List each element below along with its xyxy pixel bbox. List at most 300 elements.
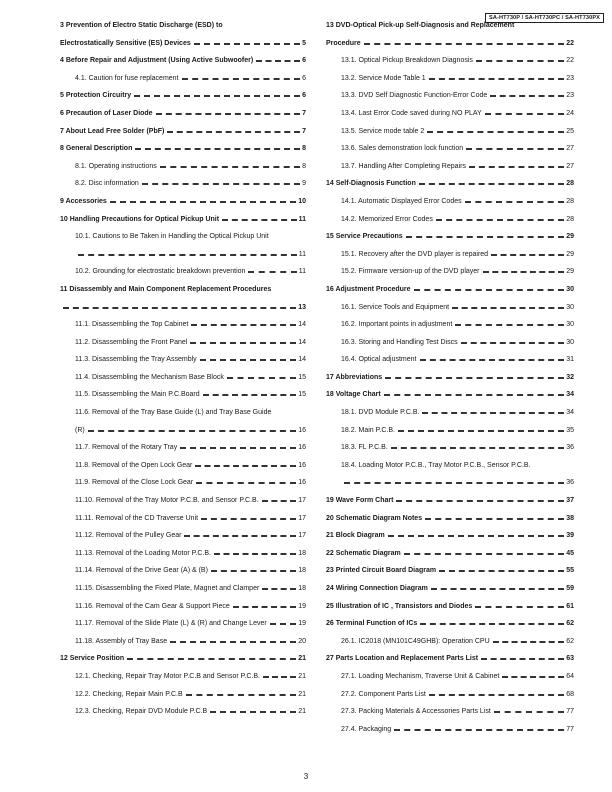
dotted-leader: [134, 95, 300, 97]
dotted-leader: [439, 570, 564, 572]
toc-entry[interactable]: [326, 36, 574, 47]
toc-page-number: 11: [298, 215, 306, 223]
toc-entry[interactable]: [326, 458, 574, 469]
toc-page-number: 16: [298, 461, 306, 469]
toc-page-number: 37: [566, 497, 574, 505]
dotted-leader: [88, 430, 296, 432]
dotted-leader: [455, 324, 564, 326]
toc-entry[interactable]: [60, 704, 306, 715]
toc-entry[interactable]: [326, 405, 574, 416]
dotted-leader: [127, 658, 296, 660]
toc-page-number: 18: [298, 585, 306, 592]
toc-entry[interactable]: [326, 616, 574, 627]
toc-entry[interactable]: [60, 247, 306, 258]
toc-entry-title: 8.1. Operating instructions: [75, 162, 157, 170]
toc-page-number: 63: [566, 655, 574, 663]
toc-entry[interactable]: [60, 687, 306, 698]
toc-entry-title: Electrostatically Sensitive (ES) Devices: [60, 39, 191, 47]
toc-entry[interactable]: [326, 722, 574, 733]
page-number: 3: [303, 772, 309, 781]
toc-page-number: 19: [298, 602, 306, 610]
toc-page-number: 20: [298, 637, 306, 645]
toc-entry-title: 5 Protection Circuitry: [60, 92, 132, 100]
toc-page-number: 29: [566, 233, 574, 241]
toc-entry[interactable]: [60, 651, 306, 662]
toc-page-number: 13: [298, 303, 306, 311]
toc-entry-title: 8 General Description: [60, 145, 133, 153]
toc-page-number: 17: [298, 514, 306, 522]
toc-entry[interactable]: [60, 18, 306, 29]
toc-entry-title: 10 Handling Precautions for Optical Pickup Unit: [60, 215, 220, 223]
toc-entry-title: 16 Adjustment Procedure: [326, 285, 411, 293]
toc-entry[interactable]: [326, 229, 574, 240]
toc-entry-title: 11.3. Disassembling the Tray Assembly: [75, 356, 197, 364]
toc-entry-title: 11 Disassembly and Main Component Replacement Procedures: [60, 285, 272, 293]
toc-page-number: 77: [566, 708, 574, 716]
toc-entry-title: 23 Printed Circuit Board Diagram: [326, 567, 437, 575]
toc-page-number: 34: [566, 409, 574, 417]
toc-entry-title: 6 Precaution of Laser Diode: [60, 109, 153, 117]
toc-entry[interactable]: [326, 264, 574, 275]
toc-entry[interactable]: [326, 18, 574, 29]
dotted-leader: [170, 641, 296, 643]
toc-entry-title: (R): [75, 426, 85, 434]
dotted-leader: [396, 500, 564, 502]
toc-entry-title: 11.4. Disassembling the Mechanism Base Block: [75, 373, 224, 381]
toc-entry[interactable]: [326, 212, 574, 223]
toc-entry[interactable]: [60, 264, 306, 275]
toc-entry[interactable]: [326, 563, 574, 574]
toc-page-number: 5: [302, 39, 306, 47]
toc-page-number: 30: [566, 285, 574, 293]
toc-page-number: 21: [298, 672, 306, 680]
toc-page-number: 17: [298, 532, 306, 540]
dotted-leader: [398, 430, 564, 432]
toc-page-number: 8: [302, 162, 306, 170]
toc-entry-title: 12.3. Checking, Repair DVD Module P.C.B: [75, 708, 208, 716]
toc-entry[interactable]: [326, 106, 574, 117]
toc-entry-title: 11.8. Removal of the Open Lock Gear: [75, 461, 193, 469]
toc-entry-title: 15.1. Recovery after the DVD player is repaired: [341, 250, 489, 258]
toc-entry-title: 24 Wiring Connection Diagram: [326, 585, 428, 592]
toc-entry[interactable]: [326, 335, 574, 346]
dotted-leader: [493, 641, 565, 643]
toc-page-number: 11: [298, 250, 306, 258]
toc-entry-title: 13.2. Service Mode Table 1: [341, 74, 426, 82]
dotted-leader: [476, 60, 564, 62]
toc-entry[interactable]: [326, 141, 574, 152]
dotted-leader: [388, 535, 564, 537]
toc-entry-title: 15 Service Precautions: [326, 233, 403, 241]
toc-entry-title: 11.16. Removal of the Cam Gear & Support Piece: [75, 602, 230, 610]
toc-page-number: 21: [298, 655, 306, 663]
toc-entry[interactable]: [326, 493, 574, 504]
toc-entry[interactable]: [60, 563, 306, 574]
toc-entry-title: 27.1. Loading Mechanism, Traverse Unit & Cabinet: [341, 672, 500, 680]
toc-entry[interactable]: [60, 194, 306, 205]
toc-page-number: 10: [298, 197, 306, 205]
dotted-leader: [404, 553, 565, 555]
dotted-leader: [142, 183, 300, 185]
toc-entry-title: 13.4. Last Error Code saved during NO PLAY: [341, 109, 482, 117]
toc-entry-title: 11.11. Removal of the CD Traverse Unit: [75, 514, 199, 522]
toc-entry[interactable]: [60, 176, 306, 187]
toc-entry-title: 11.2. Disassembling the Front Panel: [75, 338, 188, 346]
dotted-leader: [466, 148, 564, 150]
toc-entry-title: 14.1. Automatic Displayed Error Codes: [341, 197, 462, 205]
toc-page-number: 22: [566, 39, 574, 47]
dotted-leader: [78, 254, 297, 256]
toc-entry[interactable]: [326, 176, 574, 187]
toc-entry-title: 11.1. Disassembling the Top Cabinet: [75, 321, 189, 329]
toc-entry-title: 27.4. Packaging: [341, 725, 392, 733]
toc-entry-title: 11.12. Removal of the Pulley Gear: [75, 532, 182, 540]
toc-entry-title: 13.7. Handling After Completing Repairs: [341, 162, 466, 170]
dotted-leader: [190, 342, 296, 344]
toc-entry-title: 25 Illustration of IC , Transistors and Diodes: [326, 602, 473, 610]
toc-entry[interactable]: [326, 247, 574, 258]
toc-page-number: 15: [298, 391, 306, 399]
toc-entry[interactable]: [60, 405, 306, 416]
dotted-leader: [394, 729, 564, 731]
toc-entry-title: 11.5. Disassembling the Main P.C.Board: [75, 391, 200, 399]
toc-page-number: 28: [566, 180, 574, 188]
toc-entry[interactable]: [60, 370, 306, 381]
toc-page-number: 16: [298, 426, 306, 434]
toc-page-number: 23: [566, 74, 574, 82]
toc-entry-title: 12.1. Checking, Repair Tray Motor P.C.B and Sensor P.C.B.: [75, 672, 260, 680]
dotted-leader: [490, 95, 564, 97]
toc-page-number: 11: [298, 268, 306, 276]
toc-page-number: 6: [302, 57, 306, 65]
toc-entry[interactable]: [60, 88, 306, 99]
toc-entry-title: 10.1. Cautions to Be Taken in Handling the Optical Pickup Unit: [75, 233, 269, 241]
toc-entry[interactable]: [60, 546, 306, 557]
dotted-leader: [483, 271, 565, 273]
toc-entry-title: 11.17. Removal of the Slide Plate (L) & (R) and Change Lever: [75, 620, 267, 628]
toc-page-number: 29: [566, 250, 574, 258]
toc-entry[interactable]: [326, 53, 574, 64]
toc-page-number: 18: [298, 549, 306, 557]
toc-entry[interactable]: [60, 669, 306, 680]
toc-entry[interactable]: [326, 387, 574, 398]
toc-entry-title: 9 Accessories: [60, 197, 107, 205]
toc-page-number: 24: [566, 109, 574, 117]
toc-entry[interactable]: [326, 440, 574, 451]
toc-entry-title: 21 Block Diagram: [326, 532, 385, 540]
toc-entry-title: 13.5. Service mode table 2: [341, 127, 425, 135]
dotted-leader: [248, 271, 296, 273]
toc-entry[interactable]: [60, 511, 306, 522]
toc-entry-title: 26.1. IC2018 (MN101C49GHB): Operation CPU: [341, 637, 490, 645]
dotted-leader: [160, 166, 300, 168]
dotted-leader: [422, 412, 564, 414]
dotted-leader: [502, 676, 564, 678]
dotted-leader: [196, 482, 296, 484]
toc-entry-title: 18.4. Loading Motor P.C.B., Tray Motor P.C.B., Sensor P.C.B.: [341, 461, 531, 469]
toc-entry-title: 27 Parts Location and Replacement Parts List: [326, 655, 479, 663]
toc-entry-title: 4.1. Caution for fuse replacement: [75, 74, 179, 82]
toc-page-number: 35: [566, 426, 574, 434]
toc-page-number: 36: [566, 444, 574, 452]
dotted-leader: [210, 711, 296, 713]
toc-entry[interactable]: [60, 616, 306, 627]
dotted-leader: [485, 113, 564, 115]
dotted-leader: [419, 183, 564, 185]
toc-entry[interactable]: [326, 687, 574, 698]
toc-page-number: 61: [566, 602, 574, 610]
dotted-leader: [494, 711, 564, 713]
toc-entry[interactable]: [60, 53, 306, 64]
toc-page-number: 14: [298, 321, 306, 329]
toc-entry-title: 16.2. Important points in adjustment: [341, 321, 453, 329]
dotted-leader: [262, 588, 296, 590]
toc-entry-title: Procedure: [326, 39, 361, 47]
toc-entry[interactable]: [60, 458, 306, 469]
toc-entry-title: 13.3. DVD Self Diagnostic Function-Error Code: [341, 92, 488, 100]
toc-entry[interactable]: [60, 335, 306, 346]
toc-entry[interactable]: [60, 423, 306, 434]
toc-entry-title: 19 Wave Form Chart: [326, 497, 394, 505]
toc-page-number: 14: [298, 356, 306, 364]
dotted-leader: [156, 113, 301, 115]
dotted-leader: [167, 131, 300, 133]
dotted-leader: [491, 254, 564, 256]
toc-page-number: 30: [566, 338, 574, 346]
toc-page-number: 23: [566, 92, 574, 100]
toc-page-number: 68: [566, 690, 574, 698]
toc-entry[interactable]: [60, 36, 306, 47]
dotted-leader: [180, 447, 296, 449]
toc-page-number: 64: [566, 672, 574, 680]
toc-entry-title: 16.1. Service Tools and Equipment: [341, 303, 450, 311]
toc-entry[interactable]: [326, 282, 574, 293]
toc-entry-title: 11.18. Assembly of Tray Base: [75, 637, 168, 645]
toc-entry-title: 13.6. Sales demonstration lock function: [341, 145, 464, 153]
toc-entry[interactable]: [326, 475, 574, 486]
toc-entry-title: 12.2. Checking, Repair Main P.C.B: [75, 690, 183, 698]
toc-entry[interactable]: [60, 581, 306, 592]
dotted-leader: [384, 394, 564, 396]
dotted-leader: [429, 78, 565, 80]
dotted-leader: [469, 166, 564, 168]
toc-page-number: 21: [298, 708, 306, 716]
dotted-leader: [452, 307, 564, 309]
dotted-leader: [194, 43, 300, 45]
toc-entry-title: 13.1. Optical Pickup Breakdown Diagnosis: [341, 57, 473, 65]
toc-entry[interactable]: [60, 475, 306, 486]
dotted-leader: [414, 289, 565, 291]
toc-page-number: 59: [566, 585, 574, 592]
dotted-leader: [222, 219, 297, 221]
toc-entry-title: 14.2. Memorized Error Codes: [341, 215, 433, 223]
toc-entry[interactable]: [60, 212, 306, 223]
dotted-leader: [344, 482, 564, 484]
toc-right-column: [326, 18, 574, 739]
toc-entry[interactable]: [326, 581, 574, 592]
dotted-leader: [429, 694, 564, 696]
dotted-leader: [262, 500, 297, 502]
toc-entry-title: 7 About Lead Free Solder (PbF): [60, 127, 165, 135]
toc-entry[interactable]: [326, 704, 574, 715]
dotted-leader: [186, 694, 297, 696]
toc-entry-title: 11.6. Removal of the Tray Base Guide (L) and Tray Base Guide: [75, 409, 272, 417]
toc-entry-title: 11.15. Disassembling the Fixed Plate, Magnet and Clamper: [75, 585, 260, 592]
toc-entry-title: 8.2. Disc information: [75, 180, 139, 188]
dotted-leader: [263, 676, 296, 678]
toc-entry-title: 15.2. Firmware version-up of the DVD player: [341, 268, 480, 276]
toc-page-number: 8: [302, 145, 306, 153]
toc-page-number: 77: [566, 725, 574, 733]
dotted-leader: [203, 394, 297, 396]
toc-entry-title: 14 Self-Diagnosis Function: [326, 180, 416, 188]
toc-entry-title: 11.10. Removal of the Tray Motor P.C.B. and Sensor P.C.B.: [75, 497, 259, 505]
toc-entry[interactable]: [60, 493, 306, 504]
toc-left-column: [60, 18, 306, 722]
toc-page-number: 16: [298, 479, 306, 487]
toc-entry[interactable]: [326, 669, 574, 680]
toc-page-number: 21: [298, 690, 306, 698]
toc-entry[interactable]: [326, 300, 574, 311]
dotted-leader: [191, 324, 296, 326]
toc-entry[interactable]: [60, 440, 306, 451]
dotted-leader: [135, 148, 300, 150]
toc-page-number: 16: [298, 444, 306, 452]
toc-entry-title: 20 Schematic Diagram Notes: [326, 514, 423, 522]
dotted-leader: [270, 623, 297, 625]
toc-entry[interactable]: [326, 88, 574, 99]
toc-entry[interactable]: [60, 387, 306, 398]
toc-page-number: 62: [566, 637, 574, 645]
toc-entry[interactable]: [60, 159, 306, 170]
toc-page-number: 18: [298, 567, 306, 575]
dotted-leader: [420, 359, 565, 361]
toc-entry-title: 10.2. Grounding for electrostatic breakdown prevention: [75, 268, 246, 276]
toc-page-number: 22: [566, 57, 574, 65]
dotted-leader: [475, 606, 564, 608]
dotted-leader: [406, 236, 565, 238]
dotted-leader: [184, 535, 296, 537]
toc-page-number: 9: [302, 180, 306, 188]
toc-page-number: 29: [566, 268, 574, 276]
toc-page-number: 27: [566, 145, 574, 153]
toc-entry-title: 18 Voltage Chart: [326, 391, 381, 399]
toc-entry-title: 13 DVD-Optical Pick-up Self-Diagnosis and Replacement: [326, 22, 515, 29]
toc-entry[interactable]: [326, 124, 574, 135]
toc-entry[interactable]: [326, 423, 574, 434]
toc-entry-title: 22 Schematic Diagram: [326, 549, 401, 557]
dotted-leader: [214, 553, 296, 555]
toc-page-number: 30: [566, 321, 574, 329]
toc-entry-title: 11.9. Removal of the Close Lock Gear: [75, 479, 194, 487]
toc-entry-title: 27.3. Packing Materials & Accessories Parts List: [341, 708, 491, 716]
dotted-leader: [436, 219, 564, 221]
toc-entry-title: 16.4. Optical adjustment: [341, 356, 417, 364]
toc-entry-title: 12 Service Position: [60, 655, 125, 663]
toc-entry[interactable]: [326, 317, 574, 328]
toc-entry[interactable]: [60, 300, 306, 311]
toc-page-number: 31: [566, 356, 574, 364]
toc-entry[interactable]: [60, 106, 306, 117]
toc-entry-title: 17 Abbreviations: [326, 373, 383, 381]
dotted-leader: [110, 201, 296, 203]
toc-entry[interactable]: [60, 528, 306, 539]
toc-entry[interactable]: [60, 599, 306, 610]
toc-page-number: 7: [302, 127, 306, 135]
toc-entry[interactable]: [326, 634, 574, 645]
dotted-leader: [233, 606, 296, 608]
toc-entry[interactable]: [60, 141, 306, 152]
toc-entry[interactable]: [326, 352, 574, 363]
toc-entry-title: 16.3. Storing and Handling Test Discs: [341, 338, 458, 346]
toc-entry[interactable]: [326, 159, 574, 170]
toc-page-number: 7: [302, 109, 306, 117]
toc-entry[interactable]: [60, 71, 306, 82]
toc-entry[interactable]: [60, 317, 306, 328]
dotted-leader: [465, 201, 565, 203]
toc-entry-title: 11.14. Removal of the Drive Gear (A) & (B): [75, 567, 208, 575]
toc-entry[interactable]: [326, 370, 574, 381]
toc-entry[interactable]: [326, 528, 574, 539]
toc-entry[interactable]: [326, 511, 574, 522]
toc-page-number: 38: [566, 514, 574, 522]
toc-entry[interactable]: [326, 651, 574, 662]
toc-entry[interactable]: [326, 599, 574, 610]
toc-entry-title: 3 Prevention of Electro Static Discharge (ESD) to: [60, 22, 223, 29]
toc-page-number: 45: [566, 549, 574, 557]
toc-page-number: 28: [566, 197, 574, 205]
toc-page-number: 36: [566, 479, 574, 487]
dotted-leader: [211, 570, 296, 572]
toc-entry-title: 11.13. Removal of the Loading Motor P.C.B.: [75, 549, 211, 557]
toc-page-number: 6: [302, 92, 306, 100]
dotted-leader: [481, 658, 564, 660]
dotted-leader: [364, 43, 565, 45]
toc-entry[interactable]: [60, 229, 306, 240]
toc-page-number: 15: [298, 373, 306, 381]
toc-entry[interactable]: [326, 194, 574, 205]
dotted-leader: [63, 307, 296, 309]
model-number-header: SA-HT730P / SA-HT730PC / SA-HT730PX: [485, 13, 604, 23]
toc-page-number: 62: [566, 620, 574, 628]
toc-entry-title: 18.2. Main P.C.B.: [341, 426, 395, 434]
dotted-leader: [385, 377, 564, 379]
toc-page-number: 27: [566, 162, 574, 170]
toc-page-number: 17: [298, 497, 306, 505]
toc-entry-title: 18.3. FL P.C.B.: [341, 444, 388, 452]
dotted-leader: [195, 465, 296, 467]
dotted-leader: [461, 342, 565, 344]
toc-entry[interactable]: [326, 71, 574, 82]
dotted-leader: [201, 518, 296, 520]
dotted-leader: [425, 518, 564, 520]
toc-page-number: 28: [566, 215, 574, 223]
toc-entry[interactable]: [60, 124, 306, 135]
toc-page-number: 34: [566, 391, 574, 399]
dotted-leader: [431, 588, 564, 590]
toc-page-number: 19: [298, 620, 306, 628]
toc-entry[interactable]: [60, 634, 306, 645]
toc-entry-title: 4 Before Repair and Adjustment (Using Active Subwoofer): [60, 57, 254, 65]
dotted-leader: [420, 623, 564, 625]
toc-page-number: 32: [566, 373, 574, 381]
toc-entry[interactable]: [326, 546, 574, 557]
toc-entry[interactable]: [60, 352, 306, 363]
dotted-leader: [391, 447, 565, 449]
toc-page-number: 6: [302, 74, 306, 82]
toc-page-number: 25: [566, 127, 574, 135]
toc-entry[interactable]: [60, 282, 306, 293]
